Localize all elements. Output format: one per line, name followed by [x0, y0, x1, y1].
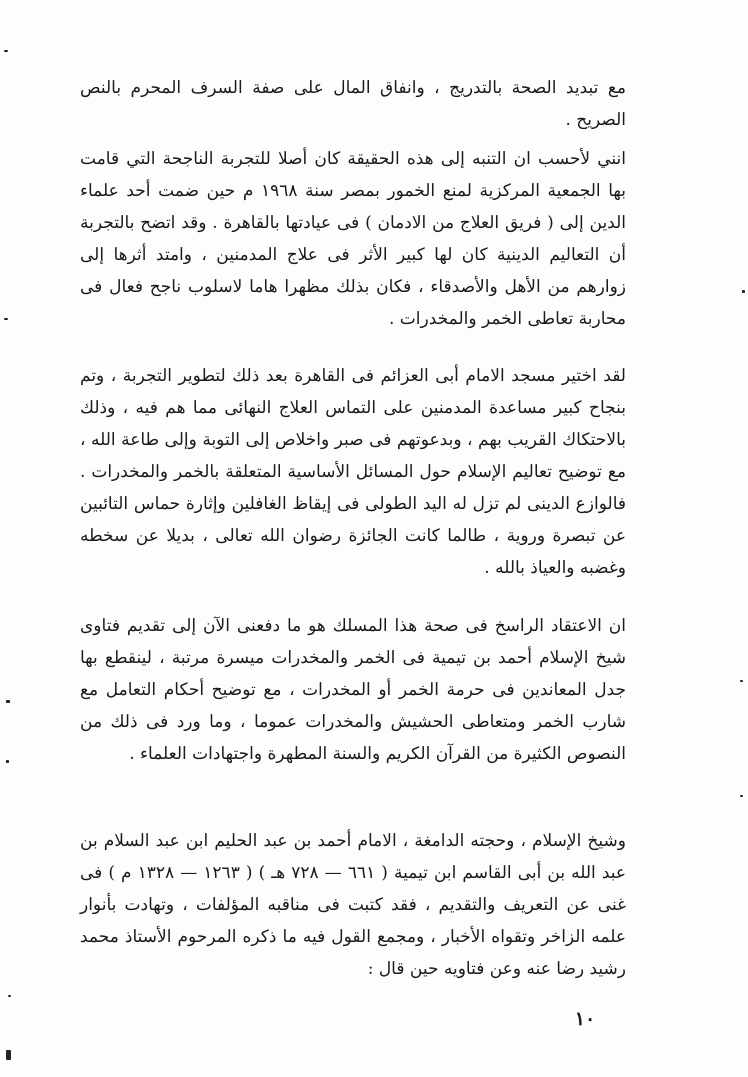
paragraph-text: انني لأحسب ان التنبه إلى هذه الحقيقة كان أصلا للتجربة الناجحة التي قامت بها الجمعية المركزية لمنع الخمور بمصر سنة ١٩٦٨ م حين ضمت أحد علماء الدين إلى ( فريق العلاج من الادمان ) فى عيادتها بالقاهرة . وقد اتضح بالتجربة أن التعاليم الدينية كان لها كبير الأثر فى علاج المدمنين ، وامتد أثرها إلى زوارهم من الأهل والأصدقاء ، فكان بذلك مظهرا هاما لاسلوب ناجح فعال فى محاربة تعاطى الخمر والمخدرات .	[80, 149, 626, 329]
paragraph-text: مع تبديد الصحة بالتدريج ، وانفاق المال على صفة السرف المحرم بالنص الصريح .	[80, 78, 626, 130]
scan-speck	[740, 795, 743, 797]
scan-speck	[4, 318, 8, 320]
paragraph-4	[80, 610, 626, 770]
paragraph-text: لقد اختير مسجد الامام أبى العزائم فى القاهرة بعد ذلك لتطوير التجربة ، وتم بنجاح كبير مساعدة المدمنين على التماس العلاج النهائى مما هم فيه ، وذلك بالاحتكاك القريب بهم ، وبدعوتهم فى صبر واخلاص إلى التوبة وإلى طاعة الله ، مع توضيح تعاليم الإسلام حول المسائل الأساسية المتعلقة بالخمر والمخدرات . فالوازع الدينى لم تزل له اليد الطولى فى إيقاظ الغافلين وإثارة حماس التائبين عن تبصرة وروية ، طالما كانت الجائزة رضوان الله تعالى ، بديلا عن سخطه وغضبه والعياذ بالله .	[80, 366, 626, 578]
page-number: ١٠	[574, 1008, 596, 1030]
scan-speck	[742, 290, 745, 293]
scan-speck	[4, 50, 8, 52]
paragraph-5	[80, 825, 626, 985]
paragraph-3	[80, 360, 626, 584]
paragraph-1	[80, 72, 626, 136]
scan-speck	[8, 995, 11, 997]
paragraph-text: ان الاعتقاد الراسخ فى صحة هذا المسلك هو ما دفعنى الآن إلى تقديم فتاوى شيخ الإسلام أحمد بن تيمية فى الخمر والمخدرات ميسرة مرتبة ، لينقطع بها جدل المعاندين فى حرمة الخمر أو المخدرات ، مع توضيح أحكام التعامل مع شارب الخمر ومتعاطى الحشيش والمخدرات عموما ، وما ورد فى ذلك من النصوص الكثيرة من القرآن الكريم والسنة المطهرة واجتهادات العلماء .	[80, 616, 626, 764]
scan-speck	[6, 760, 9, 763]
paragraph-text: وشيخ الإسلام ، وحجته الدامغة ، الامام أحمد بن عبد الحليم ابن عبد السلام بن عبد الله بن أبى القاسم ابن تيمية ( ٦٦١ — ٧٢٨ هـ ) ( ١٢٦٣ — ١٣٢٨ م ) فى غنى عن التعريف والتقديم ، فقد كتبت فى مناقبه المؤلفات ، وتهادت بأنوار علمه الزاخر وتقواه الأخبار ، ومجمع القول فيه ما ذكره المرحوم الأستاذ محمد رشيد رضا عنه وعن فتاويه حين قال :	[80, 831, 627, 979]
scan-speck	[740, 680, 743, 682]
scan-speck	[6, 1050, 11, 1060]
scan-speck	[6, 700, 10, 703]
paragraph-2	[80, 143, 626, 335]
